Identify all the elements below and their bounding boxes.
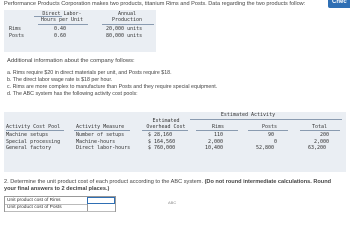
answer-grid bbox=[4, 196, 116, 212]
row-name: Rims bbox=[9, 26, 22, 32]
total-cell: 200 bbox=[320, 132, 330, 138]
header-rule-production bbox=[102, 24, 154, 25]
header-rule-labor bbox=[38, 24, 88, 25]
posts-cell: 90 bbox=[268, 132, 275, 138]
measure-cell: Number of setups bbox=[76, 132, 125, 138]
row-hours: 0.60 bbox=[54, 33, 67, 39]
pool-cell: Special processing bbox=[6, 138, 61, 145]
measure-cell: Direct labor-hours bbox=[76, 145, 131, 151]
rule bbox=[6, 130, 64, 131]
overhead-cell: $ 760,000 bbox=[148, 145, 176, 151]
posts-cell: 52,800 bbox=[256, 145, 275, 151]
answer-row-posts bbox=[5, 204, 115, 212]
total-cell: 2,000 bbox=[314, 138, 330, 145]
col-header-labor-2 bbox=[34, 17, 90, 23]
question-text bbox=[4, 179, 344, 193]
row-name: Posts bbox=[9, 33, 25, 39]
question-lead: 2. Determine the unit product cost of each product according to the ABC system. bbox=[4, 179, 203, 185]
abc-activity-table bbox=[4, 112, 346, 172]
row-production: 80,000 units bbox=[106, 33, 143, 39]
overhead-cell: $ 164,560 bbox=[148, 138, 176, 145]
row-production: 20,000 units bbox=[106, 26, 143, 32]
rims-unit-cost-input[interactable] bbox=[87, 197, 115, 204]
check-button[interactable]: Chec bbox=[328, 0, 350, 8]
scroll-indicator: ABC bbox=[168, 200, 177, 205]
rule bbox=[196, 130, 238, 131]
answer-label: Unit product cost of Posts bbox=[7, 205, 62, 210]
production-header-line2: Production bbox=[111, 17, 143, 23]
group-header-rule bbox=[190, 119, 342, 120]
rims-header: Rims bbox=[212, 124, 225, 130]
estimated-activity-header: Estimated Activity bbox=[220, 112, 276, 118]
overhead-header-2: Overhead Cost bbox=[146, 124, 186, 130]
info-item-c: c. Rims are more complex to manufacture than Posts and they require special equipment. bbox=[7, 84, 218, 90]
total-cell: 63,200 bbox=[308, 145, 327, 151]
posts-cell: 0 bbox=[274, 138, 278, 145]
overhead-header-1: Estimated bbox=[152, 118, 180, 124]
measure-cell: Machine-hours bbox=[76, 138, 116, 145]
posts-header: Posts bbox=[262, 124, 278, 130]
rule bbox=[248, 130, 288, 131]
pool-cell: Machine setups bbox=[6, 132, 49, 138]
rule bbox=[300, 130, 340, 131]
pool-header: Activity Cost Pool bbox=[6, 124, 61, 130]
info-item-d: d. The ABC system has the following activity cost pools: bbox=[7, 91, 138, 97]
question-emphasis: (Do not round intermediate calculations. Round your final answers to 2 decimal places.) bbox=[4, 179, 332, 192]
product-data-table bbox=[4, 10, 156, 52]
labor-header-line1: Direct Labor- bbox=[42, 11, 82, 17]
info-item-a: a. Rims require $20 in direct materials per unit, and Posts require $18. bbox=[7, 70, 172, 76]
rule bbox=[142, 130, 188, 131]
posts-unit-cost-input[interactable] bbox=[87, 204, 115, 211]
pool-cell: General factory bbox=[6, 145, 52, 151]
overhead-cell: $ 28,160 bbox=[148, 132, 173, 138]
measure-header: Activity Measure bbox=[76, 124, 125, 130]
production-header-line1: Annual bbox=[117, 11, 137, 17]
total-header: Total bbox=[312, 124, 328, 130]
rims-cell: 110 bbox=[214, 132, 224, 138]
rule bbox=[74, 130, 130, 131]
labor-header-line2: Hours per Unit bbox=[40, 17, 84, 23]
rims-cell: 2,000 bbox=[208, 138, 224, 145]
problem-intro: Performance Products Corporation makes two products, titanium Rims and Posts. Data regarding the two products follow: bbox=[4, 1, 306, 7]
answer-label: Unit product cost of Rims bbox=[7, 198, 61, 203]
rims-cell: 10,400 bbox=[205, 145, 224, 151]
row-hours: 0.40 bbox=[54, 26, 67, 32]
col-header-production-2 bbox=[99, 17, 155, 23]
info-item-b: b. The direct labor wage rate is $18 per hour. bbox=[7, 77, 113, 83]
info-lead: Additional information about the company follows: bbox=[7, 58, 135, 64]
